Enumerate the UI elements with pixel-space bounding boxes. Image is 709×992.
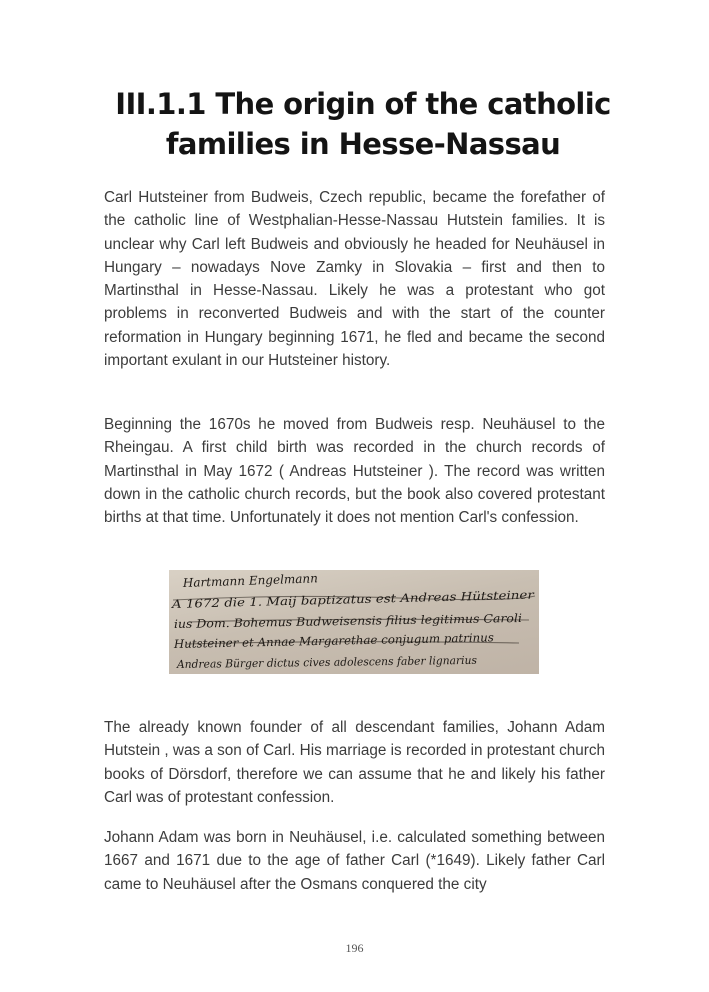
paragraph-johann-adam: The already known founder of all descendant families, Johann Adam Hutstein , was a son of Carl. His marriage is recorded in protestant church books of Dörsdorf, therefore we can assume that he and likely his father Carl was of protestant confession.: [104, 719, 605, 806]
page-title-line-1: III.1.1 The origin of the catholic: [115, 87, 611, 121]
paragraph-carl-hutsteiner: Carl Hutsteiner from Budweis, Czech republic, became the forefather of the catholic line of Westphalian-Hesse-Nassau Hutstein families. It is unclear why Carl left Budweis and obviously he headed for Neuhäusel in Hungary – nowadays Nove Zamky in Slovakia – first and then to Martinsthal in Hesse-Nassau. Likely he was a protestant who got problems in reconverted Budweis and with the start of the counter reformation in Hungary beginning 1671, he fled and became the second important exulant in our Hutsteiner history.: [104, 189, 605, 370]
manuscript-line-2: A 1672 die 1. Maij baptizatus est Andreas Hütsteiner: [171, 588, 483, 611]
page-number: 196: [345, 941, 364, 955]
page-title-line-2: families in Hesse-Nassau: [165, 127, 561, 161]
page-title: [80, 84, 646, 164]
paragraph-neuhausel-birth: Johann Adam was born in Neuhäusel, i.e. calculated something between 1667 and 1671 due to the age of father Carl (*1649). Likely father Carl came to Neuhäusel after the Osmans conquered the city: [104, 829, 605, 893]
manuscript-line-1: Hartmann Engelmann: [182, 571, 319, 590]
church-record-image: [169, 570, 539, 674]
manuscript-line-4: Hutsteiner et Annae Margarethae conjugum patrinus: [173, 630, 486, 651]
manuscript-line-3: ius Dom. Bohemus Budweisensis filius legitimus Caroli: [173, 611, 495, 631]
paragraph-rheingau-move: Beginning the 1670s he moved from Budweis resp. Neuhäusel to the Rheingau. A first child birth was recorded in the church records of Martinsthal in May 1672 ( Andreas Hutsteiner ). The record was written down in the catholic church records, but the book also covered protestant births at that time. Unfortunately it does not mention Carl's confession.: [104, 416, 605, 527]
manuscript-line-5: Andreas Bürger dictus cives adolescens faber lignarius: [176, 653, 486, 671]
